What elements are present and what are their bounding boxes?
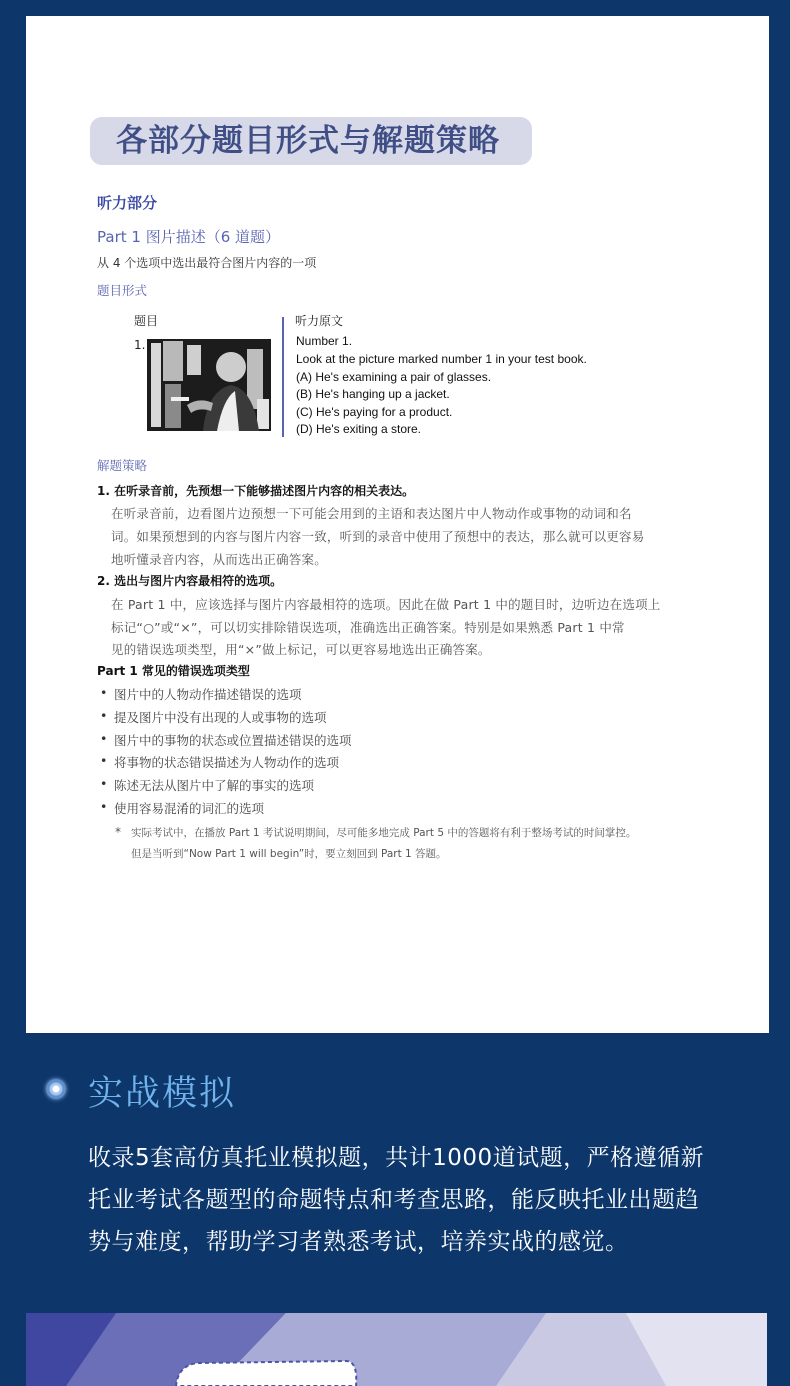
strategy-2-line: 见的错误选项类型，用“×”做上标记，可以更容易地选出正确答案。 (111, 642, 491, 657)
listening-heading: 听力部分 (97, 194, 158, 212)
table-divider (282, 317, 284, 437)
script-line: (D) He's exiting a store. (296, 422, 421, 436)
section-title: 各部分题目形式与解题策略 (116, 123, 500, 159)
part1-description: 从 4 个选项中选出最符合图片内容的一项 (97, 256, 317, 270)
decorative-background (26, 1313, 767, 1386)
next-page-preview (26, 1313, 767, 1386)
bullet-dot-icon (46, 1079, 66, 1099)
common-error-item: • 图片中的事物的状态或位置描述错误的选项 (114, 731, 352, 749)
strategy-1-line: 地听懂录音内容，从而选出正确答案。 (111, 552, 327, 567)
script-line: (C) He's paying for a product. (296, 405, 453, 419)
strategy-1-line: 在听录音前，边看图片边预想一下可能会用到的主语和表达图片中人物动作或事物的动词和名 (111, 506, 632, 521)
common-error-item: • 将事物的状态错误描述为人物动作的选项 (114, 753, 339, 771)
question-form-label: 题目形式 (97, 283, 148, 298)
common-error-item: • 提及图片中没有出现的人或事物的选项 (114, 708, 327, 726)
simulation-title: 实战模拟 (88, 1074, 237, 1114)
question-photo (147, 339, 271, 431)
document-page (26, 16, 769, 1033)
script-line: (B) He's hanging up a jacket. (296, 387, 450, 401)
strategy-2-heading: 2. 选出与图片内容最相符的选项。 (97, 574, 283, 588)
strategy-1-heading: 1. 在听录音前，先预想一下能够描述图片内容的相关表达。 (97, 484, 415, 498)
script-line: Number 1. (296, 334, 353, 348)
question-number: 1. (134, 338, 146, 352)
common-error-item: • 使用容易混淆的词汇的选项 (114, 799, 264, 817)
simulation-line: 势与难度，帮助学习者熟悉考试，培养实战的感觉。 (88, 1229, 629, 1255)
script-line: Look at the picture marked number 1 in your test book. (296, 352, 587, 366)
column-head-script: 听力原文 (295, 314, 344, 328)
note-line: 实际考试中，在播放 Part 1 考试说明期间，尽可能多地完成 Part 5 中的答题将有利于整场考试的时间掌控。 (131, 827, 637, 839)
strategy-2-line: 标记“○”或“×”，可以切实排除错误选项，准确选出正确答案。特别是如果熟悉 Part 1 中常 (111, 620, 625, 635)
common-error-item: • 陈述无法从图片中了解的事实的选项 (114, 776, 314, 794)
common-errors-heading: Part 1 常见的错误选项类型 (97, 664, 250, 678)
strategy-1-line: 词。如果预想到的内容与图片内容一致，听到的录音中使用了预想中的表达，那么就可以更容易 (111, 529, 645, 544)
strategy-label: 解题策略 (97, 458, 148, 473)
strategy-2-line: 在 Part 1 中，应该选择与图片内容最相符的选项。因此在做 Part 1 中的题目时，边听边在选项上 (111, 597, 661, 612)
photo-illustration (147, 339, 271, 431)
simulation-line: 托业考试各题型的命题特点和考查思路，能反映托业出题趋 (88, 1187, 699, 1213)
note-line: 但是当听到“Now Part 1 will begin”时，要立刻回到 Part 1 答题。 (131, 848, 447, 860)
simulation-line: 收录5套高仿真托业模拟题，共计1000道试题，严格遵循新 (88, 1145, 705, 1171)
part1-title: Part 1 图片描述（6 道题） (97, 228, 281, 246)
script-line: (A) He's examining a pair of glasses. (296, 370, 492, 384)
column-head-question: 题目 (134, 314, 159, 328)
note-star: * (115, 825, 121, 839)
common-error-item: • 图片中的人物动作描述错误的选项 (114, 685, 302, 703)
